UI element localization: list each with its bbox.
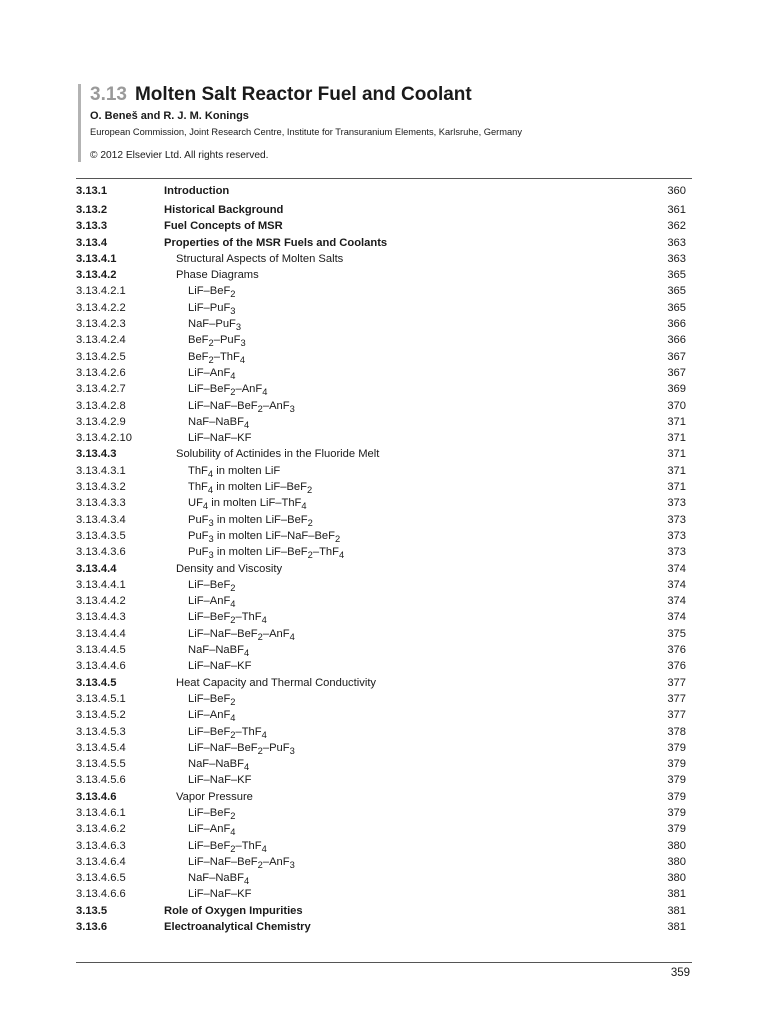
- toc-entry-title: LiF–NaF–KF: [188, 774, 252, 787]
- toc-entry-number: 3.13.4.2: [76, 269, 117, 282]
- toc-entry-title: NaF–NaBF$_4$: [188, 415, 250, 431]
- toc-entry-title: LiF–AnF$_4$: [188, 823, 236, 838]
- authors: O. Beneš and R. J. M. Konings: [90, 110, 249, 122]
- toc-entry-number: 3.13.4.5.5: [76, 758, 126, 771]
- toc-entry-title: $UF_4$ in molten LiF–ThF$_4$: [188, 497, 307, 512]
- toc-entry-page: 365: [667, 269, 686, 282]
- toc-entry[interactable]: [76, 593, 686, 609]
- toc-entry-page: 381: [667, 888, 686, 901]
- toc-entry-title: Properties of the MSR Fuels and Coolants: [164, 236, 388, 249]
- toc-entry-title: LiF–NaF–BeF$_2$–PuF$_3$: [188, 741, 295, 757]
- toc-entry-title: LiF–BeF$_2$: [188, 285, 236, 300]
- toc-entry-number: 3.13.4.4.2: [76, 595, 126, 608]
- toc-entry-title: LiF–PuF$_3$: [188, 301, 236, 317]
- toc-entry-page: 376: [667, 644, 686, 657]
- toc-entry-page: 360: [667, 185, 686, 197]
- chapter-title: Molten Salt Reactor Fuel and Coolant: [134, 84, 472, 105]
- toc-entry-number: 3.13.4.5.3: [76, 725, 126, 738]
- toc-entry-number: 3.13.4.2.3: [76, 318, 126, 331]
- toc-entry-number: 3.13.4.4.3: [76, 611, 126, 624]
- toc-entry[interactable]: [76, 772, 686, 788]
- toc-entry[interactable]: [76, 707, 686, 723]
- toc-entry[interactable]: [76, 789, 686, 805]
- toc-entry-number: 3.13.4.2.9: [76, 415, 126, 428]
- toc-entry[interactable]: [76, 642, 686, 658]
- toc-entry-page: 365: [667, 301, 686, 314]
- toc-entry-title: Solubility of Actinides in the Fluoride Melt: [176, 448, 380, 461]
- toc-entry-title: LiF–NaF–BeF$_2$–AnF$_4$: [188, 627, 295, 642]
- toc-entry[interactable]: [76, 365, 686, 381]
- toc-entry-number: 3.13.4.3.3: [76, 497, 126, 510]
- toc-entry[interactable]: [76, 267, 686, 283]
- toc-entry-page: 371: [667, 481, 686, 494]
- toc-entry-title: Vapor Pressure: [176, 790, 253, 803]
- toc-entry-number: 3.13.4.3.5: [76, 529, 126, 542]
- toc-entry-title: Structural Aspects of Molten Salts: [176, 252, 344, 265]
- toc-top-rule: [76, 178, 692, 179]
- toc-entry-number: 3.13.4.4.5: [76, 644, 126, 657]
- toc-entry-number: 3.13.4.2.7: [76, 383, 126, 396]
- toc-entry-number: 3.13.4.3.6: [76, 546, 126, 559]
- toc-entry-title: LiF–BeF$_2$–ThF$_4$: [188, 725, 267, 740]
- toc-entry-page: 373: [667, 497, 686, 510]
- toc-entry-page: 370: [667, 399, 686, 412]
- toc-entry[interactable]: [76, 463, 686, 479]
- toc-entry-title: Electroanalytical Chemistry: [164, 921, 311, 934]
- toc-entry[interactable]: [76, 854, 686, 870]
- page-number: 359: [670, 967, 690, 979]
- toc-entry-page: 378: [667, 725, 686, 738]
- toc-entry-title: Role of Oxygen Impurities: [164, 904, 303, 917]
- toc-entry-title: ThF$_4$ in molten LiF: [188, 464, 281, 479]
- header-accent-bar: [78, 84, 81, 162]
- toc-entry-title: LiF–NaF–KF: [188, 660, 252, 673]
- toc-entry[interactable]: [76, 675, 686, 691]
- toc-entry-page: 379: [667, 758, 686, 771]
- chapter-title-line: [90, 84, 472, 108]
- toc-entry-title: PuF$_3$ in molten LiF–BeF$_2$–ThF$_4$: [188, 546, 345, 561]
- toc-entry-number: 3.13.4.6: [76, 790, 117, 803]
- toc-entry-title: NaF–NaBF$_4$: [188, 872, 250, 887]
- chapter-number: 3.13: [90, 84, 127, 105]
- toc-entry[interactable]: [76, 740, 686, 756]
- toc-entry[interactable]: [76, 658, 686, 674]
- toc-entry-page: 373: [667, 513, 686, 526]
- toc-entry-number: 3.13.1: [76, 185, 108, 197]
- toc-entry[interactable]: [76, 283, 686, 299]
- toc-entry-number: 3.13.4.3.2: [76, 481, 126, 494]
- toc-entry[interactable]: [76, 495, 686, 511]
- toc-entry-number: 3.13.4.3.1: [76, 464, 126, 477]
- toc-entry-number: 3.13.4.2.4: [76, 334, 126, 347]
- toc-entry-number: 3.13.4.5.1: [76, 692, 126, 705]
- toc-entry-page: 374: [667, 595, 686, 608]
- toc-entry-title: NaF–NaBF$_4$: [188, 758, 250, 773]
- toc-entry-title: BeF$_2$–PuF$_3$: [188, 334, 246, 349]
- toc-entry-page: 379: [667, 790, 686, 803]
- toc-entry-title: ThF$_4$ in molten LiF–BeF$_2$: [188, 481, 313, 496]
- toc-entry-title: LiF–BeF$_2$: [188, 692, 236, 708]
- toc-entry-number: 3.13.4.6.1: [76, 806, 126, 819]
- toc-entry[interactable]: [76, 561, 686, 577]
- toc-entry-title: BeF$_2$–ThF$_4$: [188, 350, 246, 365]
- toc-entry-page: 366: [667, 318, 686, 331]
- toc-entry-title: LiF–BeF$_2$–ThF$_4$: [188, 611, 267, 626]
- toc-entry-title: LiF–BeF$_2$–ThF$_4$: [188, 839, 267, 854]
- toc-entry-page: 371: [667, 432, 686, 445]
- toc-entry[interactable]: [76, 235, 686, 251]
- toc-entry-number: 3.13.4.2.8: [76, 399, 126, 412]
- toc-entry-title: LiF–NaF–BeF$_2$–AnF$_3$: [188, 855, 295, 871]
- toc-entry-number: 3.13.2: [76, 204, 108, 216]
- toc-entry[interactable]: [76, 251, 686, 267]
- toc-entry-title: LiF–NaF–KF: [188, 432, 252, 445]
- toc-entry[interactable]: [76, 838, 686, 854]
- toc-entry-title: LiF–AnF$_4$: [188, 366, 236, 382]
- toc-entry-title: Introduction: [164, 185, 230, 197]
- toc-entry-title: Density and Viscosity: [176, 562, 283, 575]
- toc-entry-number: 3.13.4.5.4: [76, 741, 126, 754]
- toc-entry[interactable]: [76, 756, 686, 772]
- toc-entry-number: 3.13.4.5.6: [76, 774, 126, 787]
- toc-entry[interactable]: [76, 300, 686, 316]
- toc-entry-title: LiF–NaF–BeF$_2$–AnF$_3$: [188, 399, 295, 414]
- toc-entry-page: 375: [667, 627, 686, 640]
- toc-entry[interactable]: [76, 544, 686, 560]
- toc-entry[interactable]: [76, 512, 686, 528]
- toc-entry-number: 3.13.4.6.4: [76, 855, 126, 868]
- toc-entry[interactable]: [76, 430, 686, 446]
- toc-entry-title: Phase Diagrams: [176, 269, 259, 282]
- toc-entry-page: 374: [667, 611, 686, 624]
- toc-entry[interactable]: [76, 332, 686, 348]
- chapter-header: [78, 84, 698, 162]
- toc-entry[interactable]: [76, 349, 686, 365]
- toc-entry-page: 366: [667, 334, 686, 347]
- toc-entry[interactable]: [76, 691, 686, 707]
- toc-entry-title: LiF–BeF$_2$: [188, 806, 236, 822]
- toc-entry[interactable]: [76, 381, 686, 397]
- toc-entry-title: Fuel Concepts of MSR: [164, 220, 283, 233]
- toc-entry-page: 380: [667, 855, 686, 868]
- toc-entry-number: 3.13.4.4: [76, 562, 117, 575]
- toc-entry[interactable]: [76, 202, 686, 218]
- toc-entry-number: 3.13.4.6.6: [76, 888, 126, 901]
- toc-entry-page: 377: [667, 709, 686, 722]
- toc-entry-page: 363: [667, 252, 686, 265]
- toc-entry-page: 374: [667, 562, 686, 575]
- toc-entry-page: 379: [667, 741, 686, 754]
- toc-entry-title: LiF–BeF$_2$–AnF$_4$: [188, 383, 268, 398]
- toc-entry-page: 365: [667, 285, 686, 298]
- toc-entry-page: 361: [667, 204, 686, 216]
- toc-entry-number: 3.13.3: [76, 220, 108, 233]
- toc-entry-page: 369: [667, 383, 686, 396]
- toc-entry[interactable]: [76, 609, 686, 625]
- toc-entry[interactable]: [76, 479, 686, 495]
- toc-entry-title: LiF–NaF–KF: [188, 888, 252, 901]
- toc-entry[interactable]: [76, 821, 686, 837]
- toc-entry-number: 3.13.4.6.2: [76, 823, 126, 836]
- toc-entry-page: 377: [667, 692, 686, 705]
- toc-entry[interactable]: [76, 218, 686, 234]
- toc-entry[interactable]: [76, 446, 686, 462]
- toc-entry-page: 380: [667, 872, 686, 885]
- toc-entry-number: 3.13.4: [76, 236, 108, 249]
- toc-entry-page: 376: [667, 660, 686, 673]
- toc-entry[interactable]: [76, 626, 686, 642]
- toc-entry-number: 3.13.5: [76, 904, 108, 917]
- copyright: © 2012 Elsevier Ltd. All rights reserved.: [90, 150, 269, 161]
- toc-entry[interactable]: [76, 183, 686, 202]
- toc-entry-page: 373: [667, 546, 686, 559]
- toc-entry-page: 367: [667, 366, 686, 379]
- toc-entry-page: 367: [667, 350, 686, 363]
- toc-entry-page: 373: [667, 529, 686, 542]
- toc-entry-page: 381: [667, 904, 686, 917]
- toc-entry-title: NaF–PuF$_3$: [188, 318, 242, 333]
- footer-rule: [76, 962, 692, 963]
- toc-entry-number: 3.13.4.2.1: [76, 285, 126, 298]
- toc-entry-title: Historical Background: [164, 204, 284, 216]
- toc-entry-page: 379: [667, 774, 686, 787]
- toc-entry-number: 3.13.6: [76, 921, 108, 934]
- toc-entry-number: 3.13.4.2.5: [76, 350, 126, 363]
- toc-entry[interactable]: [76, 903, 686, 919]
- toc-entry-page: 363: [667, 236, 686, 249]
- toc-entry-number: 3.13.4.4.1: [76, 578, 126, 591]
- toc-entry-number: 3.13.4.5.2: [76, 709, 126, 722]
- toc-entry-number: 3.13.4.1: [76, 252, 117, 265]
- toc-entry-title: NaF–NaBF$_4$: [188, 644, 250, 659]
- toc-entry-title: LiF–AnF$_4$: [188, 595, 236, 610]
- toc-entry-page: 380: [667, 839, 686, 852]
- toc-entry-number: 3.13.4.2.10: [76, 432, 132, 445]
- toc-entry-number: 3.13.4.2.6: [76, 366, 126, 379]
- toc-entry-page: 381: [667, 921, 686, 934]
- toc-entry-number: 3.13.4.2.2: [76, 301, 126, 314]
- toc-entry[interactable]: [76, 724, 686, 740]
- toc-entry-title: PuF$_3$ in molten LiF–BeF$_2$: [188, 513, 313, 528]
- toc-entry-title: PuF$_3$ in molten LiF–NaF–BeF$_2$: [188, 529, 341, 545]
- toc-entry-number: 3.13.4.5: [76, 676, 117, 689]
- toc-entry[interactable]: [76, 316, 686, 332]
- toc-entry-number: 3.13.4.3: [76, 448, 117, 461]
- toc-entry-title: LiF–BeF$_2$: [188, 578, 236, 594]
- affiliation: European Commission, Joint Research Centre, Institute for Transuranium Elements, Karlsruhe, Germany: [90, 127, 522, 137]
- toc-entry-page: 371: [667, 464, 686, 477]
- toc-entry-number: 3.13.4.6.3: [76, 839, 126, 852]
- toc-entry[interactable]: [76, 870, 686, 886]
- toc-entry-page: 379: [667, 823, 686, 836]
- toc-entry-page: 371: [667, 448, 686, 461]
- toc-entry-page: 362: [667, 220, 686, 233]
- toc-entry[interactable]: [76, 919, 686, 935]
- toc-entry[interactable]: [76, 886, 686, 902]
- toc-entry-page: 377: [667, 676, 686, 689]
- toc-entry[interactable]: [76, 805, 686, 821]
- toc-entry-page: 371: [667, 415, 686, 428]
- toc-entry[interactable]: [76, 528, 686, 544]
- toc-entry[interactable]: [76, 577, 686, 593]
- toc-entry-title: LiF–AnF$_4$: [188, 709, 236, 724]
- toc-entry-number: 3.13.4.3.4: [76, 513, 126, 526]
- toc-entry[interactable]: [76, 398, 686, 414]
- toc-entry[interactable]: [76, 414, 686, 430]
- toc-entry-number: 3.13.4.6.5: [76, 872, 126, 885]
- toc-entry-number: 3.13.4.4.4: [76, 627, 126, 640]
- toc-entry-page: 374: [667, 578, 686, 591]
- toc-entry-title: Heat Capacity and Thermal Conductivity: [176, 676, 377, 689]
- toc-entry-number: 3.13.4.4.6: [76, 660, 126, 673]
- toc-entry-page: 379: [667, 806, 686, 819]
- table-of-contents: [76, 183, 686, 935]
